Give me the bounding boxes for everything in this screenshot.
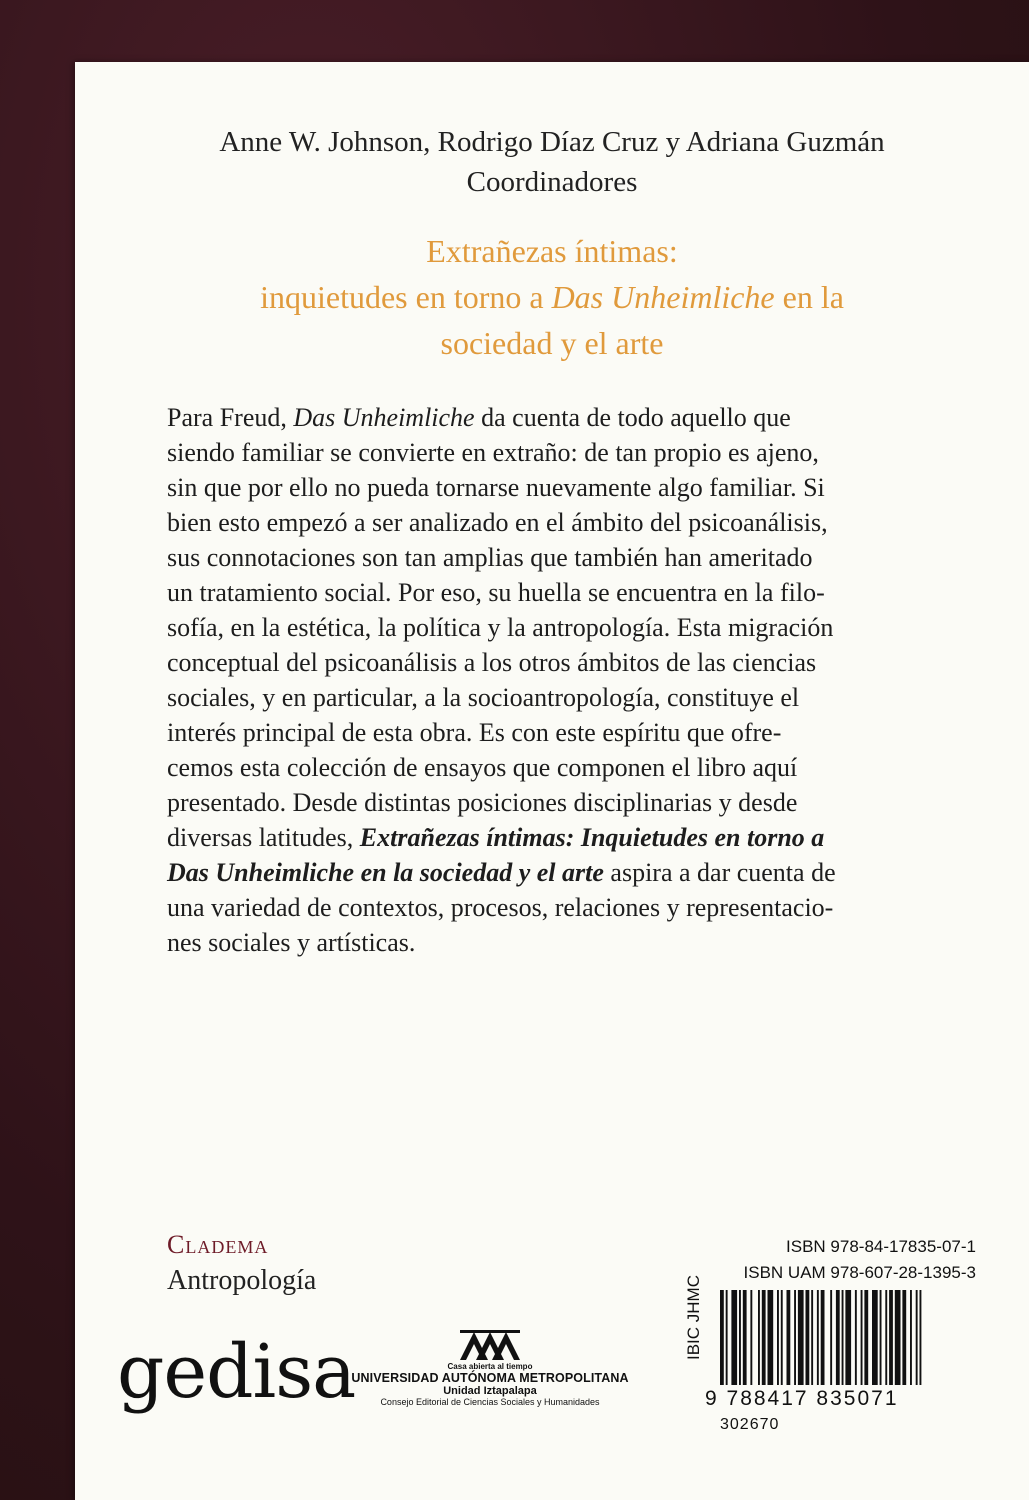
title-line-2-italic: Das Unheimliche [551,279,775,315]
barcode-bar [781,1290,783,1385]
barcode-bar [758,1290,760,1385]
price-code: 302670 [720,1416,780,1433]
barcode-bar [731,1290,737,1385]
synopsis-line [167,400,927,435]
synopsis-text: diversas latitudes, [167,823,360,852]
editors-block [75,122,1029,202]
barcode-bar [864,1290,868,1385]
synopsis-line: sofía, en la estética, la política y la antropología. Esta migración [167,613,834,642]
barcode-bar [739,1290,741,1385]
title-line-2-suffix: en la [774,279,844,315]
isbn: ISBN 978-84-17835-07-1 [786,1237,976,1256]
title-line-2-prefix: inquietudes en torno a [260,279,552,315]
synopsis-line: interés principal de esta obra. Es con este espíritu que ofre- [167,718,782,747]
book-title [75,228,1029,366]
barcode-bar [762,1290,766,1385]
synopsis-line: nes sociales y artísticas. [167,928,416,957]
barcode-bar [750,1290,752,1385]
synopsis-text: aspira a dar cuenta de [603,858,836,887]
synopsis-line: conceptual del psicoanálisis a los otros ámbitos de las ciencias [167,648,817,677]
uam-emblem-icon [458,1328,522,1362]
synopsis [167,400,927,960]
barcode-bar [794,1290,796,1385]
barcode-bar [916,1290,918,1385]
editor-names: Anne W. Johnson, Rodrigo Díaz Cruz y Adriana Guzmán [219,126,885,158]
synopsis-line: bien esto empezó a ser analizado en el ámbito del psicoanálisis, [167,508,828,537]
uam-logo-block [345,1328,635,1407]
back-cover [75,62,1029,1500]
ibic-code: IBIC JHMC [684,1275,703,1360]
barcode-bar [777,1290,779,1385]
synopsis-line [167,820,927,855]
barcode-bar [720,1290,724,1385]
gedisa-logo: gedisa [117,1329,356,1415]
barcode-bar [895,1290,901,1385]
barcode-bar [845,1290,851,1385]
uam-unit: Unidad Iztapalapa [443,1385,537,1397]
uam-council: Consejo Editorial de Ciencias Sociales y Humanidades [380,1397,600,1407]
synopsis-line: cemos esta colección de ensayos que componen el libro aquí [167,753,798,782]
barcode-bar [885,1290,887,1385]
title-line-2 [75,274,1029,320]
barcode-bar [830,1290,832,1385]
barcode-bar [880,1290,882,1385]
synopsis-bold-title: Das Unheimliche en la sociedad y el arte [167,858,604,887]
synopsis-line: presentado. Desde distintas posiciones disciplinarias y desde [167,788,798,817]
barcode-bar [855,1290,857,1385]
barcode-icon [720,1290,980,1385]
uam-name: UNIVERSIDAD AUTÓNOMA METROPOLITANA [351,1371,629,1385]
barcode-bar [836,1290,840,1385]
synopsis-line: un tratamiento social. Por eso, su huella se encuentra en la filo- [167,578,825,607]
barcode-bar [817,1290,819,1385]
barcode-bar [768,1290,774,1385]
synopsis-bold-title: Extrañezas íntimas: Inquietudes en torno a [359,823,825,852]
barcode-bar [910,1290,912,1385]
synopsis-line: sin que por ello no pueda tornarse nuevamente algo familiar. Si [167,473,825,502]
uam-tagline: Casa abierta al tiempo [447,1362,533,1371]
barcode-bar [806,1290,810,1385]
synopsis-line: sociales, y en particular, a la socioantropología, constituye el [167,683,800,712]
title-line-1: Extrañezas íntimas: [426,233,678,269]
barcode-bar [872,1290,878,1385]
title-line-3: sociedad y el arte [440,325,664,361]
synopsis-line: siendo familiar se convierte en extraño: de tan propio es ajeno, [167,438,819,467]
barcode-bar [726,1290,728,1385]
barcode-bar [889,1290,893,1385]
synopsis-italic: Das Unheimliche [293,403,475,432]
barcode-bar [811,1290,813,1385]
barcode-bar [920,1290,922,1385]
barcode-digits: 9 788417 835071 [705,1387,899,1410]
barcode-bar [902,1290,906,1385]
synopsis-line: una variedad de contextos, procesos, relaciones y representacio- [167,893,834,922]
synopsis-text: Para Freud, [167,403,294,432]
barcode-bar [861,1290,863,1385]
series-subject: Antropología [167,1265,317,1296]
synopsis-line [167,855,927,890]
synopsis-line: sus connotaciones son tan amplias que también han ameritado [167,543,813,572]
barcode-bar [787,1290,791,1385]
barcode-bar [798,1290,804,1385]
synopsis-text: da cuenta de todo aquello que [474,403,791,432]
editor-role: Coordinadores [466,166,638,198]
isbn-uam: ISBN UAM 978-607-28-1395-3 [743,1263,976,1282]
barcode-bar [743,1290,747,1385]
series-name: Cladema [167,1230,269,1259]
barcode-bar [821,1290,825,1385]
barcode-bar [842,1290,844,1385]
